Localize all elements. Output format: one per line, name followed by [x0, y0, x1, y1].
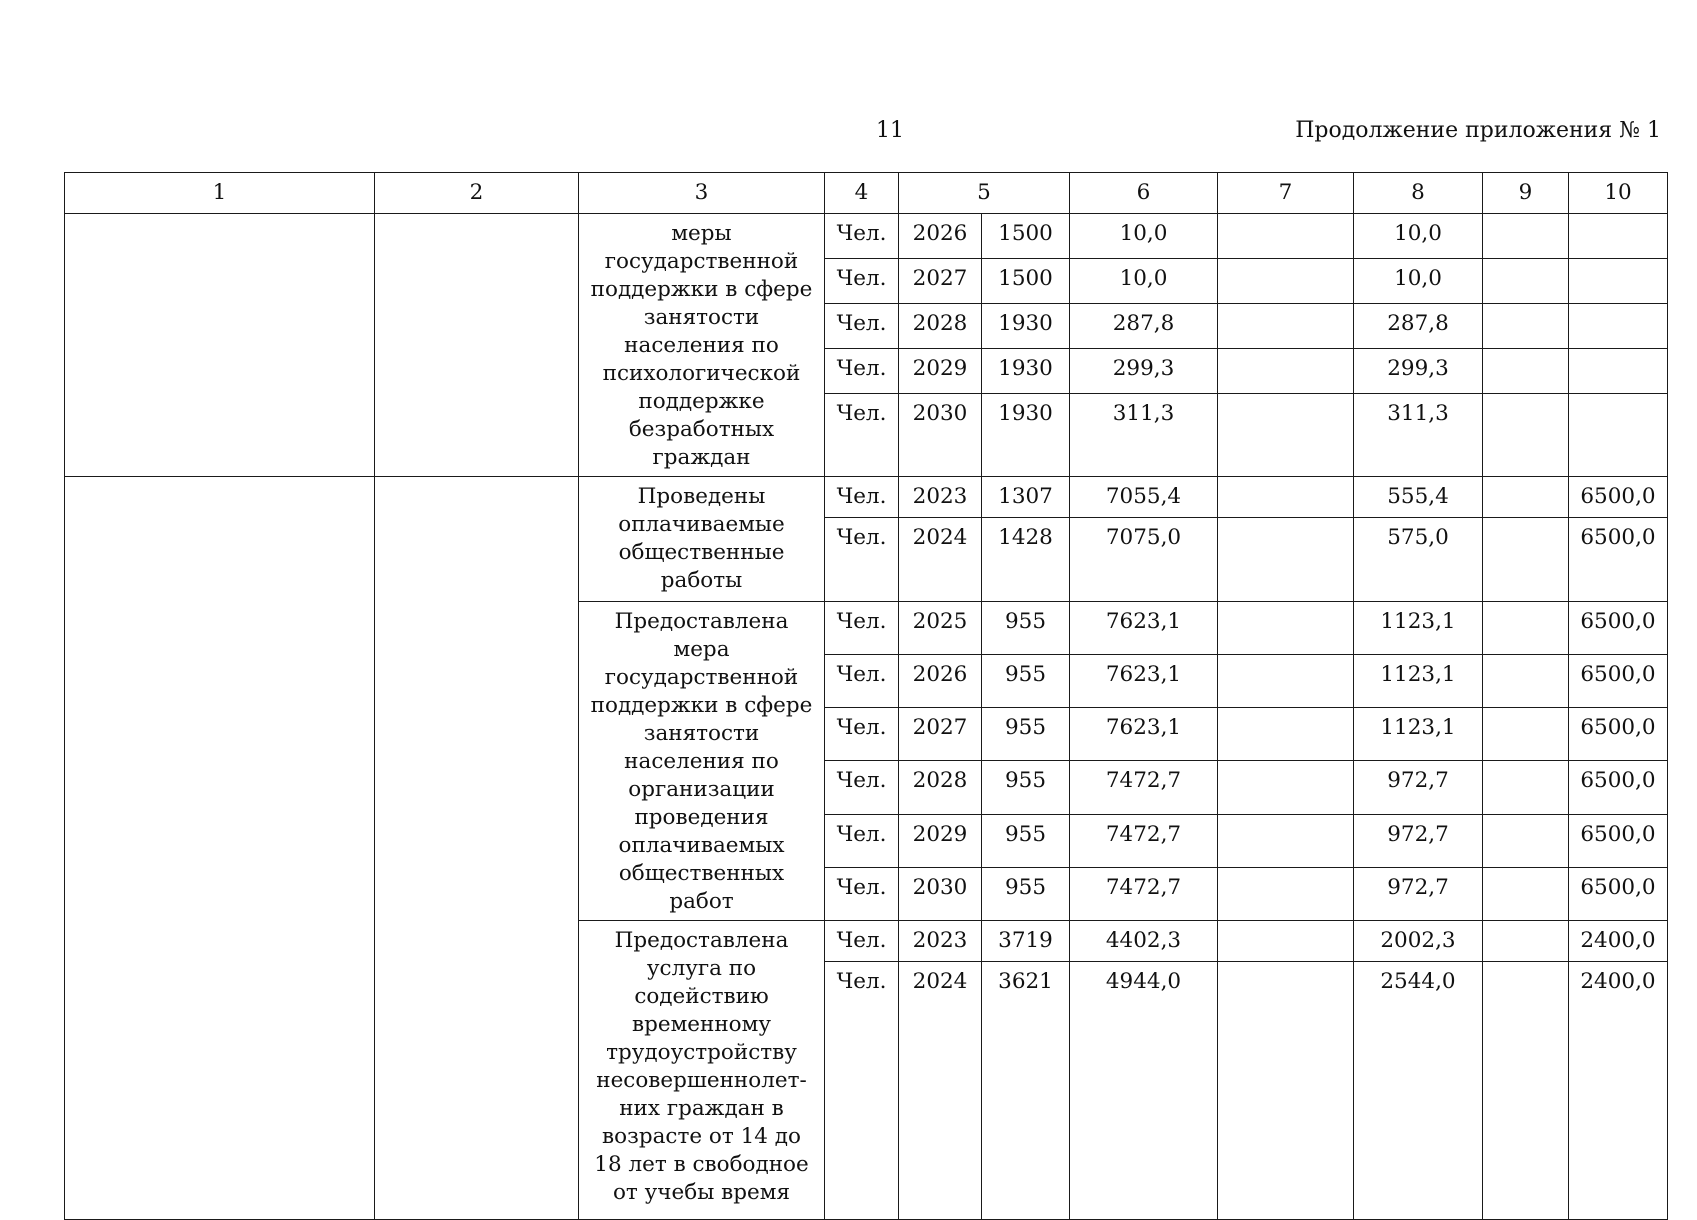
- col9-cell: [1483, 602, 1569, 655]
- measure-description: Проведены оплачиваемые общественные работы: [579, 477, 825, 602]
- col7-cell: [1218, 518, 1354, 602]
- measure-description: меры государственной поддержки в сфере занятости населения по психологической поддержке безработных граждан: [579, 214, 825, 477]
- column-header: 1: [65, 173, 375, 214]
- col10-cell: [1569, 303, 1668, 348]
- year-cell: 2027: [899, 708, 982, 761]
- col9-cell: [1483, 393, 1569, 476]
- col9-cell: [1483, 518, 1569, 602]
- total-cell: 7055,4: [1070, 477, 1218, 518]
- column-1-cell: [65, 214, 375, 477]
- total-cell: 10,0: [1070, 258, 1218, 303]
- unit-cell: Чел.: [825, 962, 899, 1220]
- col10-cell: [1569, 214, 1668, 259]
- col9-cell: [1483, 708, 1569, 761]
- column-header: 6: [1070, 173, 1218, 214]
- total-cell: 287,8: [1070, 303, 1218, 348]
- col10-cell: 6500,0: [1569, 867, 1668, 920]
- unit-cell: Чел.: [825, 393, 899, 476]
- unit-cell: Чел.: [825, 518, 899, 602]
- column-header: 4: [825, 173, 899, 214]
- total-cell: 4402,3: [1070, 921, 1218, 962]
- col7-cell: [1218, 303, 1354, 348]
- col10-cell: 6500,0: [1569, 708, 1668, 761]
- year-cell: 2029: [899, 348, 982, 393]
- count-cell: 955: [982, 602, 1070, 655]
- col9-cell: [1483, 258, 1569, 303]
- total-cell: 7075,0: [1070, 518, 1218, 602]
- column-2-cell: [375, 214, 579, 477]
- unit-cell: Чел.: [825, 602, 899, 655]
- unit-cell: Чел.: [825, 214, 899, 259]
- col8-cell: 1123,1: [1354, 655, 1483, 708]
- year-cell: 2028: [899, 761, 982, 814]
- year-cell: 2030: [899, 867, 982, 920]
- count-cell: 1930: [982, 348, 1070, 393]
- col8-cell: 972,7: [1354, 761, 1483, 814]
- col7-cell: [1218, 348, 1354, 393]
- col8-cell: 1123,1: [1354, 602, 1483, 655]
- unit-cell: Чел.: [825, 258, 899, 303]
- count-cell: 3621: [982, 962, 1070, 1220]
- column-header: 10: [1569, 173, 1668, 214]
- col8-cell: 2002,3: [1354, 921, 1483, 962]
- column-header: 5: [899, 173, 1070, 214]
- col8-cell: 311,3: [1354, 393, 1483, 476]
- col9-cell: [1483, 303, 1569, 348]
- table-row: [65, 477, 1668, 518]
- year-cell: 2030: [899, 393, 982, 476]
- total-cell: 10,0: [1070, 214, 1218, 259]
- year-cell: 2025: [899, 602, 982, 655]
- col8-cell: 1123,1: [1354, 708, 1483, 761]
- count-cell: 1930: [982, 303, 1070, 348]
- col10-cell: 6500,0: [1569, 761, 1668, 814]
- column-2-cell: [375, 477, 579, 1220]
- year-cell: 2026: [899, 214, 982, 259]
- count-cell: 1930: [982, 393, 1070, 476]
- unit-cell: Чел.: [825, 303, 899, 348]
- col8-cell: 972,7: [1354, 867, 1483, 920]
- year-cell: 2027: [899, 258, 982, 303]
- count-cell: 1428: [982, 518, 1070, 602]
- year-cell: 2023: [899, 921, 982, 962]
- col7-cell: [1218, 867, 1354, 920]
- year-cell: 2028: [899, 303, 982, 348]
- total-cell: 7472,7: [1070, 761, 1218, 814]
- col7-cell: [1218, 655, 1354, 708]
- unit-cell: Чел.: [825, 477, 899, 518]
- year-cell: 2024: [899, 518, 982, 602]
- unit-cell: Чел.: [825, 867, 899, 920]
- column-1-cell: [65, 477, 375, 1220]
- col7-cell: [1218, 921, 1354, 962]
- total-cell: 7623,1: [1070, 602, 1218, 655]
- col9-cell: [1483, 867, 1569, 920]
- year-cell: 2024: [899, 962, 982, 1220]
- year-cell: 2029: [899, 814, 982, 867]
- col10-cell: 6500,0: [1569, 477, 1668, 518]
- col8-cell: 10,0: [1354, 214, 1483, 259]
- column-header: 9: [1483, 173, 1569, 214]
- total-cell: 299,3: [1070, 348, 1218, 393]
- count-cell: 1500: [982, 214, 1070, 259]
- appendix-caption: Продолжение приложения № 1: [1295, 118, 1661, 143]
- col10-cell: [1569, 258, 1668, 303]
- col7-cell: [1218, 814, 1354, 867]
- count-cell: 1500: [982, 258, 1070, 303]
- column-number-row: [65, 173, 1668, 214]
- col9-cell: [1483, 814, 1569, 867]
- unit-cell: Чел.: [825, 814, 899, 867]
- col9-cell: [1483, 214, 1569, 259]
- unit-cell: Чел.: [825, 655, 899, 708]
- count-cell: 955: [982, 761, 1070, 814]
- col8-cell: 10,0: [1354, 258, 1483, 303]
- total-cell: 7472,7: [1070, 867, 1218, 920]
- col10-cell: 6500,0: [1569, 655, 1668, 708]
- unit-cell: Чел.: [825, 708, 899, 761]
- col7-cell: [1218, 602, 1354, 655]
- col9-cell: [1483, 348, 1569, 393]
- page-number: 11: [876, 118, 904, 143]
- col10-cell: 6500,0: [1569, 602, 1668, 655]
- col8-cell: 299,3: [1354, 348, 1483, 393]
- column-header: 2: [375, 173, 579, 214]
- total-cell: 7472,7: [1070, 814, 1218, 867]
- col10-cell: 2400,0: [1569, 921, 1668, 962]
- count-cell: 955: [982, 655, 1070, 708]
- col7-cell: [1218, 214, 1354, 259]
- col10-cell: [1569, 348, 1668, 393]
- col7-cell: [1218, 962, 1354, 1220]
- total-cell: 7623,1: [1070, 708, 1218, 761]
- table-row: [65, 214, 1668, 259]
- col9-cell: [1483, 761, 1569, 814]
- year-cell: 2026: [899, 655, 982, 708]
- unit-cell: Чел.: [825, 348, 899, 393]
- measure-description: Предоставлена услуга по содействию временному трудоустройству несовершеннолет-них граждан в возрасте от 14 до 18 лет в свободное от учебы время: [579, 921, 825, 1220]
- col10-cell: [1569, 393, 1668, 476]
- column-header: 7: [1218, 173, 1354, 214]
- col8-cell: 555,4: [1354, 477, 1483, 518]
- column-header: 3: [579, 173, 825, 214]
- column-header: 8: [1354, 173, 1483, 214]
- col10-cell: 6500,0: [1569, 814, 1668, 867]
- unit-cell: Чел.: [825, 761, 899, 814]
- count-cell: 955: [982, 867, 1070, 920]
- col8-cell: 2544,0: [1354, 962, 1483, 1220]
- col7-cell: [1218, 258, 1354, 303]
- col8-cell: 575,0: [1354, 518, 1483, 602]
- col8-cell: 972,7: [1354, 814, 1483, 867]
- total-cell: 7623,1: [1070, 655, 1218, 708]
- col7-cell: [1218, 477, 1354, 518]
- col10-cell: 6500,0: [1569, 518, 1668, 602]
- count-cell: 955: [982, 708, 1070, 761]
- col7-cell: [1218, 393, 1354, 476]
- count-cell: 955: [982, 814, 1070, 867]
- col7-cell: [1218, 761, 1354, 814]
- measure-description: Предоставлена мера государственной поддержки в сфере занятости населения по организации проведения оплачиваемых общественных работ: [579, 602, 825, 921]
- year-cell: 2023: [899, 477, 982, 518]
- col8-cell: 287,8: [1354, 303, 1483, 348]
- unit-cell: Чел.: [825, 921, 899, 962]
- appendix-table: [64, 172, 1668, 1220]
- table-body: [65, 214, 1668, 1220]
- total-cell: 4944,0: [1070, 962, 1218, 1220]
- col7-cell: [1218, 708, 1354, 761]
- count-cell: 3719: [982, 921, 1070, 962]
- col10-cell: 2400,0: [1569, 962, 1668, 1220]
- col9-cell: [1483, 962, 1569, 1220]
- col9-cell: [1483, 921, 1569, 962]
- col9-cell: [1483, 655, 1569, 708]
- col9-cell: [1483, 477, 1569, 518]
- total-cell: 311,3: [1070, 393, 1218, 476]
- count-cell: 1307: [982, 477, 1070, 518]
